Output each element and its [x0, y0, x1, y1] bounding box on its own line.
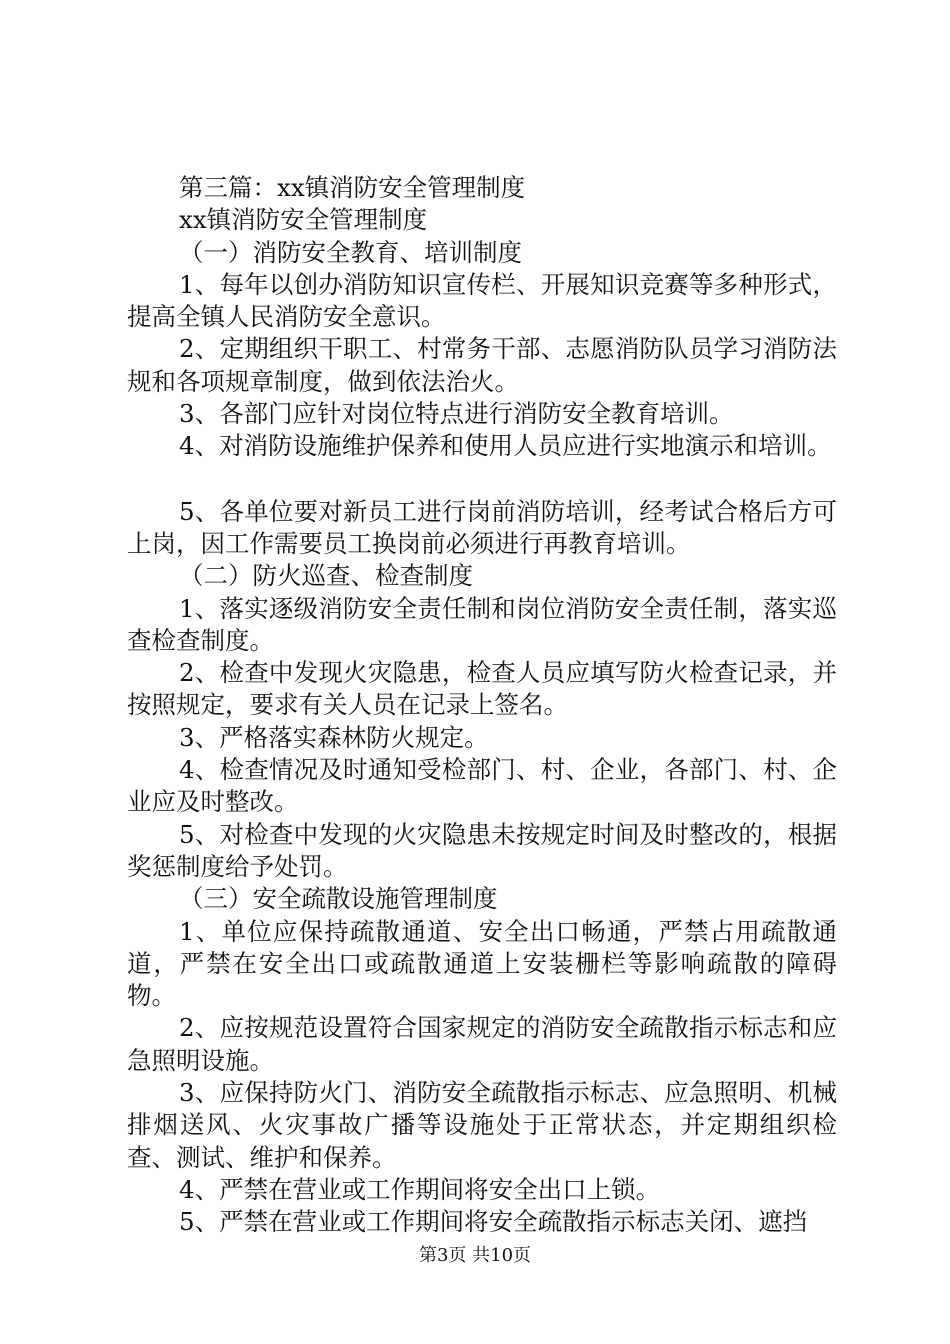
- page-footer: [0, 1244, 950, 1268]
- page-number: 第3页 共10页: [418, 1245, 532, 1266]
- paragraph: 5、各单位要对新员工进行岗前消防培训，经考试合格后方可上岗，因工作需要员工换岗前必须进行再教育培训。: [127, 496, 837, 558]
- paragraph: 1、单位应保持疏散通道、安全出口畅通，严禁占用疏散通道，严禁在安全出口或疏散通道上安装栅栏等影响疏散的障碍物。: [127, 916, 837, 1011]
- paragraph: 5、对检查中发现的火灾隐患未按规定时间及时整改的，根据奖惩制度给予处罚。: [127, 819, 837, 881]
- paragraph: 4、严禁在营业或工作期间将安全出口上锁。: [179, 1174, 661, 1204]
- paragraph: 3、应保持防火门、消防安全疏散指示标志、应急照明、机械排烟送风、火灾事故广播等设施处于正常状态，并定期组织检查、测试、维护和保养。: [127, 1078, 837, 1172]
- paragraph: 2、定期组织干职工、村常务干部、志愿消防队员学习消防法规和各项规章制度，做到依法治火。: [127, 334, 837, 396]
- paragraph: 2、应按规范设置符合国家规定的消防安全疏散指示标志和应急照明设施。: [127, 1013, 837, 1075]
- section-heading-1: （一）消防安全教育、培训制度: [179, 237, 522, 267]
- section-heading-3: （三）安全疏散设施管理制度: [179, 884, 498, 914]
- paragraph: 5、严禁在营业或工作期间将安全疏散指示标志关闭、遮挡: [179, 1207, 808, 1237]
- document-body: [127, 172, 837, 1239]
- document-subtitle: xx镇消防安全管理制度: [179, 205, 428, 235]
- section-heading-2: （二）防火巡查、检查制度: [179, 561, 473, 591]
- paragraph: 3、各部门应针对岗位特点进行消防安全教育培训。: [179, 399, 734, 429]
- paragraph: 1、每年以创办消防知识宣传栏、开展知识竞赛等多种形式，提高全镇人民消防安全意识。: [127, 269, 837, 332]
- paragraph: 4、检查情况及时通知受检部门、村、企业，各部门、村、企业应及时整改。: [127, 755, 837, 817]
- paragraph: 2、检查中发现火灾隐患，检查人员应填写防火检查记录，并按照规定，要求有关人员在记录上签名。: [127, 658, 837, 720]
- document-title: 第三篇：xx镇消防安全管理制度: [179, 173, 526, 202]
- paragraph: 1、落实逐级消防安全责任制和岗位消防安全责任制，落实巡查检查制度。: [127, 593, 837, 655]
- paragraph: 3、严格落实森林防火规定。: [179, 722, 489, 752]
- paragraph: 4、对消防设施维护保养和使用人员应进行实地演示和培训。: [179, 431, 832, 461]
- paragraph-gap: [127, 463, 837, 496]
